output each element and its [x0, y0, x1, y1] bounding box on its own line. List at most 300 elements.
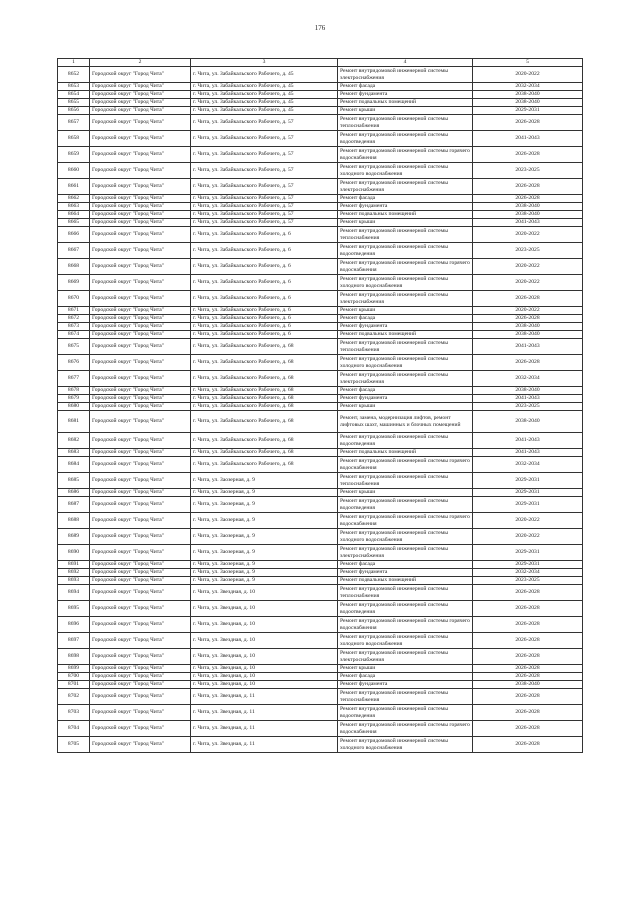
period-cell: 2029-2031 [473, 545, 583, 561]
municipality-cell: Городской округ "Город Чита" [90, 545, 191, 561]
period-cell: 2026-2028 [473, 633, 583, 649]
table-row [58, 569, 583, 577]
address-cell: г. Чита, ул. Забайкальского Рабочего, д. 68 [191, 371, 338, 387]
address-cell: г. Чита, ул. Забайкальского Рабочего, д. 68 [191, 433, 338, 449]
address-cell: г. Чита, ул. Забайкальского Рабочего, д. 6 [191, 331, 338, 339]
municipality-cell: Городской округ "Город Чита" [90, 99, 191, 107]
row-number-cell: 8693 [58, 577, 90, 585]
table-row [58, 227, 583, 243]
period-cell: 2032-2034 [473, 457, 583, 473]
row-number-cell: 8686 [58, 489, 90, 497]
address-cell: г. Чита, ул. Забайкальского Рабочего, д. 68 [191, 339, 338, 355]
row-number-cell: 8672 [58, 315, 90, 323]
work-type-cell: Ремонт крыши [338, 307, 473, 315]
table-row [58, 291, 583, 307]
row-number-cell: 8695 [58, 601, 90, 617]
address-cell: г. Чита, ул. Забайкальского Рабочего, д. 57 [191, 163, 338, 179]
work-type-cell: Ремонт, замена, модернизация лифтов, ремонт лифтовых шахт, машинных и блочных помещений [338, 411, 473, 433]
municipality-cell: Городской округ "Город Чита" [90, 131, 191, 147]
municipality-cell: Городской округ "Город Чита" [90, 147, 191, 163]
row-number-cell: 8674 [58, 331, 90, 339]
work-type-cell: Ремонт внутридомовой инженерной системы холодного водоснабжения [338, 633, 473, 649]
work-type-cell: Ремонт крыши [338, 403, 473, 411]
municipality-cell: Городской округ "Город Чита" [90, 315, 191, 323]
table-row [58, 211, 583, 219]
work-type-cell: Ремонт внутридомовой инженерной системы холодного водоснабжения [338, 737, 473, 753]
municipality-cell: Городской округ "Город Чита" [90, 259, 191, 275]
row-number-cell: 8658 [58, 131, 90, 147]
table-row [58, 131, 583, 147]
work-type-cell: Ремонт внутридомовой инженерной системы водоотведения [338, 433, 473, 449]
row-number-cell: 8680 [58, 403, 90, 411]
row-number-cell: 8670 [58, 291, 90, 307]
row-number-cell: 8703 [58, 705, 90, 721]
period-cell: 2038-2040 [473, 681, 583, 689]
table-row [58, 147, 583, 163]
table-row [58, 339, 583, 355]
municipality-cell: Городской округ "Город Чита" [90, 705, 191, 721]
table-row [58, 387, 583, 395]
period-cell: 2020-2022 [473, 227, 583, 243]
period-cell: 2038-2040 [473, 91, 583, 99]
period-cell: 2026-2028 [473, 673, 583, 681]
address-cell: г. Чита, ул. Звездная, д. 10 [191, 617, 338, 633]
municipality-cell: Городской округ "Город Чита" [90, 275, 191, 291]
column-header: 4 [338, 59, 473, 67]
municipality-cell: Городской округ "Город Чита" [90, 473, 191, 489]
period-cell: 2041-2043 [473, 131, 583, 147]
address-cell: г. Чита, ул. Заозерная, д. 9 [191, 497, 338, 513]
table-row [58, 163, 583, 179]
period-cell: 2029-2031 [473, 107, 583, 115]
work-type-cell: Ремонт внутридомовой инженерной системы теплоснабжения [338, 115, 473, 131]
table-row [58, 737, 583, 753]
row-number-cell: 8696 [58, 617, 90, 633]
work-type-cell: Ремонт фасада [338, 83, 473, 91]
row-number-cell: 8676 [58, 355, 90, 371]
table-row [58, 649, 583, 665]
work-type-cell: Ремонт крыши [338, 219, 473, 227]
table-row [58, 705, 583, 721]
municipality-cell: Городской округ "Город Чита" [90, 721, 191, 737]
address-cell: г. Чита, ул. Забайкальского Рабочего, д. 57 [191, 211, 338, 219]
table-row [58, 489, 583, 497]
row-number-cell: 8692 [58, 569, 90, 577]
table-header-row [58, 59, 583, 67]
municipality-cell: Городской округ "Город Чита" [90, 179, 191, 195]
address-cell: г. Чита, ул. Звездная, д. 10 [191, 649, 338, 665]
work-type-cell: Ремонт внутридомовой инженерной системы теплоснабжения [338, 585, 473, 601]
row-number-cell: 8694 [58, 585, 90, 601]
address-cell: г. Чита, ул. Забайкальского Рабочего, д. 6 [191, 259, 338, 275]
row-number-cell: 8677 [58, 371, 90, 387]
work-type-cell: Ремонт внутридомовой инженерной системы холодного водоснабжения [338, 163, 473, 179]
period-cell: 2032-2034 [473, 569, 583, 577]
row-number-cell: 8668 [58, 259, 90, 275]
period-cell: 2041-2043 [473, 339, 583, 355]
municipality-cell: Городской округ "Город Чита" [90, 371, 191, 387]
work-type-cell: Ремонт внутридомовой инженерной системы электроснабжения [338, 291, 473, 307]
column-header: 3 [191, 59, 338, 67]
address-cell: г. Чита, ул. Забайкальского Рабочего, д. 6 [191, 243, 338, 259]
municipality-cell: Городской округ "Город Чита" [90, 561, 191, 569]
period-cell: 2041-2043 [473, 395, 583, 403]
municipality-cell: Городской округ "Город Чита" [90, 489, 191, 497]
table-row [58, 449, 583, 457]
municipality-cell: Городской округ "Город Чита" [90, 195, 191, 203]
table-row [58, 561, 583, 569]
period-cell: 2041-2043 [473, 219, 583, 227]
municipality-cell: Городской округ "Город Чита" [90, 433, 191, 449]
address-cell: г. Чита, ул. Забайкальского Рабочего, д. 57 [191, 219, 338, 227]
period-cell: 2026-2028 [473, 601, 583, 617]
period-cell: 2029-2031 [473, 497, 583, 513]
row-number-cell: 8678 [58, 387, 90, 395]
address-cell: г. Чита, ул. Заозерная, д. 9 [191, 473, 338, 489]
address-cell: г. Чита, ул. Забайкальского Рабочего, д. 57 [191, 195, 338, 203]
municipality-cell: Городской округ "Город Чита" [90, 649, 191, 665]
row-number-cell: 8700 [58, 673, 90, 681]
address-cell: г. Чита, ул. Звездная, д. 10 [191, 673, 338, 681]
municipality-cell: Городской округ "Город Чита" [90, 387, 191, 395]
period-cell: 2029-2031 [473, 561, 583, 569]
address-cell: г. Чита, ул. Забайкальского Рабочего, д. 6 [191, 315, 338, 323]
period-cell: 2041-2043 [473, 449, 583, 457]
work-type-cell: Ремонт внутридомовой инженерной системы холодного водоснабжения [338, 529, 473, 545]
municipality-cell: Городской округ "Город Чита" [90, 203, 191, 211]
work-type-cell: Ремонт внутридомовой инженерной системы водоотведения [338, 601, 473, 617]
period-cell: 2032-2034 [473, 83, 583, 91]
period-cell: 2038-2040 [473, 331, 583, 339]
address-cell: г. Чита, ул. Забайкальского Рабочего, д. 68 [191, 411, 338, 433]
row-number-cell: 8682 [58, 433, 90, 449]
address-cell: г. Чита, ул. Заозерная, д. 9 [191, 489, 338, 497]
municipality-cell: Городской округ "Город Чита" [90, 457, 191, 473]
work-type-cell: Ремонт внутридомовой инженерной системы теплоснабжения [338, 689, 473, 705]
period-cell: 2026-2028 [473, 617, 583, 633]
period-cell: 2038-2040 [473, 203, 583, 211]
work-type-cell: Ремонт подвальных помещений [338, 99, 473, 107]
repair-schedule-table [57, 58, 583, 753]
period-cell: 2026-2028 [473, 355, 583, 371]
work-type-cell: Ремонт фасада [338, 673, 473, 681]
period-cell: 2026-2028 [473, 721, 583, 737]
period-cell: 2026-2028 [473, 147, 583, 163]
period-cell: 2023-2025 [473, 163, 583, 179]
work-type-cell: Ремонт внутридомовой инженерной системы горячего водоснабжения [338, 617, 473, 633]
period-cell: 2026-2028 [473, 689, 583, 705]
municipality-cell: Городской округ "Город Чита" [90, 569, 191, 577]
period-cell: 2038-2040 [473, 99, 583, 107]
row-number-cell: 8675 [58, 339, 90, 355]
row-number-cell: 8673 [58, 323, 90, 331]
period-cell: 2023-2025 [473, 243, 583, 259]
municipality-cell: Городской округ "Город Чита" [90, 323, 191, 331]
row-number-cell: 8654 [58, 91, 90, 99]
period-cell: 2026-2028 [473, 115, 583, 131]
municipality-cell: Городской округ "Город Чита" [90, 91, 191, 99]
row-number-cell: 8663 [58, 203, 90, 211]
table-row [58, 323, 583, 331]
row-number-cell: 8679 [58, 395, 90, 403]
municipality-cell: Городской округ "Город Чита" [90, 291, 191, 307]
work-type-cell: Ремонт фундамента [338, 395, 473, 403]
row-number-cell: 8698 [58, 649, 90, 665]
table-row [58, 673, 583, 681]
work-type-cell: Ремонт подвальных помещений [338, 211, 473, 219]
work-type-cell: Ремонт подвальных помещений [338, 577, 473, 585]
municipality-cell: Городской округ "Город Чита" [90, 403, 191, 411]
period-cell: 2023-2025 [473, 403, 583, 411]
work-type-cell: Ремонт внутридомовой инженерной системы горячего водоснабжения [338, 147, 473, 163]
address-cell: г. Чита, ул. Звездная, д. 11 [191, 705, 338, 721]
address-cell: г. Чита, ул. Забайкальского Рабочего, д. 68 [191, 355, 338, 371]
municipality-cell: Городской округ "Город Чита" [90, 585, 191, 601]
table-row [58, 259, 583, 275]
address-cell: г. Чита, ул. Забайкальского Рабочего, д. 6 [191, 227, 338, 243]
work-type-cell: Ремонт подвальных помещений [338, 331, 473, 339]
municipality-cell: Городской округ "Город Чита" [90, 449, 191, 457]
table-row [58, 307, 583, 315]
municipality-cell: Городской округ "Город Чита" [90, 737, 191, 753]
period-cell: 2026-2028 [473, 291, 583, 307]
row-number-cell: 8688 [58, 513, 90, 529]
municipality-cell: Городской округ "Город Чита" [90, 243, 191, 259]
work-type-cell: Ремонт фундамента [338, 323, 473, 331]
period-cell: 2026-2028 [473, 705, 583, 721]
municipality-cell: Городской округ "Город Чита" [90, 355, 191, 371]
address-cell: г. Чита, ул. Забайкальского Рабочего, д. 6 [191, 307, 338, 315]
table-row [58, 403, 583, 411]
table-row [58, 601, 583, 617]
address-cell: г. Чита, ул. Заозерная, д. 9 [191, 513, 338, 529]
period-cell: 2038-2040 [473, 411, 583, 433]
address-cell: г. Чита, ул. Забайкальского Рабочего, д. 57 [191, 179, 338, 195]
row-number-cell: 8702 [58, 689, 90, 705]
work-type-cell: Ремонт фасада [338, 195, 473, 203]
municipality-cell: Городской округ "Город Чита" [90, 617, 191, 633]
period-cell: 2029-2031 [473, 473, 583, 489]
work-type-cell: Ремонт внутридомовой инженерной системы электроснабжения [338, 179, 473, 195]
work-type-cell: Ремонт внутридомовой инженерной системы электроснабжения [338, 649, 473, 665]
municipality-cell: Городской округ "Город Чита" [90, 163, 191, 179]
address-cell: г. Чита, ул. Звездная, д. 11 [191, 737, 338, 753]
row-number-cell: 8681 [58, 411, 90, 433]
table-row [58, 497, 583, 513]
work-type-cell: Ремонт внутридомовой инженерной системы водоотведения [338, 243, 473, 259]
row-number-cell: 8683 [58, 449, 90, 457]
address-cell: г. Чита, ул. Звездная, д. 10 [191, 681, 338, 689]
table-row [58, 115, 583, 131]
work-type-cell: Ремонт крыши [338, 107, 473, 115]
table-row [58, 457, 583, 473]
table-row [58, 91, 583, 99]
row-number-cell: 8705 [58, 737, 90, 753]
period-cell: 2020-2022 [473, 275, 583, 291]
row-number-cell: 8655 [58, 99, 90, 107]
period-cell: 2029-2031 [473, 489, 583, 497]
municipality-cell: Городской округ "Город Чита" [90, 115, 191, 131]
period-cell: 2026-2028 [473, 195, 583, 203]
address-cell: г. Чита, ул. Звездная, д. 10 [191, 585, 338, 601]
address-cell: г. Чита, ул. Заозерная, д. 9 [191, 529, 338, 545]
address-cell: г. Чита, ул. Забайкальского Рабочего, д. 45 [191, 91, 338, 99]
municipality-cell: Городской округ "Город Чита" [90, 67, 191, 83]
period-cell: 2026-2028 [473, 649, 583, 665]
work-type-cell: Ремонт крыши [338, 665, 473, 673]
municipality-cell: Городской округ "Город Чита" [90, 395, 191, 403]
address-cell: г. Чита, ул. Звездная, д. 11 [191, 689, 338, 705]
work-type-cell: Ремонт внутридомовой инженерной системы горячего водоснабжения [338, 457, 473, 473]
address-cell: г. Чита, ул. Звездная, д. 10 [191, 601, 338, 617]
address-cell: г. Чита, ул. Забайкальского Рабочего, д. 57 [191, 147, 338, 163]
table-row [58, 107, 583, 115]
table-row [58, 617, 583, 633]
address-cell: г. Чита, ул. Заозерная, д. 9 [191, 569, 338, 577]
address-cell: г. Чита, ул. Звездная, д. 10 [191, 633, 338, 649]
work-type-cell: Ремонт внутридомовой инженерной системы холодного водоснабжения [338, 355, 473, 371]
table-row [58, 395, 583, 403]
row-number-cell: 8697 [58, 633, 90, 649]
address-cell: г. Чита, ул. Забайкальского Рабочего, д. 6 [191, 323, 338, 331]
row-number-cell: 8689 [58, 529, 90, 545]
period-cell: 2038-2040 [473, 387, 583, 395]
table-row [58, 529, 583, 545]
row-number-cell: 8704 [58, 721, 90, 737]
table-row [58, 195, 583, 203]
table-row [58, 545, 583, 561]
period-cell: 2026-2028 [473, 585, 583, 601]
work-type-cell: Ремонт внутридомовой инженерной системы водоотведения [338, 497, 473, 513]
address-cell: г. Чита, ул. Забайкальского Рабочего, д. 57 [191, 115, 338, 131]
municipality-cell: Городской округ "Город Чита" [90, 219, 191, 227]
table-row [58, 665, 583, 673]
table-body [58, 67, 583, 753]
address-cell: г. Чита, ул. Забайкальского Рабочего, д. 6 [191, 275, 338, 291]
table-row [58, 681, 583, 689]
work-type-cell: Ремонт внутридомовой инженерной системы горячего водоснабжения [338, 513, 473, 529]
work-type-cell: Ремонт внутридомовой инженерной системы теплоснабжения [338, 339, 473, 355]
municipality-cell: Городской округ "Город Чита" [90, 331, 191, 339]
municipality-cell: Городской округ "Город Чита" [90, 107, 191, 115]
row-number-cell: 8662 [58, 195, 90, 203]
municipality-cell: Городской округ "Город Чита" [90, 633, 191, 649]
work-type-cell: Ремонт внутридомовой инженерной системы электроснабжения [338, 545, 473, 561]
municipality-cell: Городской округ "Город Чита" [90, 601, 191, 617]
municipality-cell: Городской округ "Город Чита" [90, 529, 191, 545]
period-cell: 2020-2022 [473, 529, 583, 545]
address-cell: г. Чита, ул. Заозерная, д. 9 [191, 545, 338, 561]
municipality-cell: Городской округ "Город Чита" [90, 211, 191, 219]
work-type-cell: Ремонт внутридомовой инженерной системы теплоснабжения [338, 227, 473, 243]
municipality-cell: Городской округ "Город Чита" [90, 83, 191, 91]
period-cell: 2020-2022 [473, 67, 583, 83]
municipality-cell: Городской округ "Город Чита" [90, 577, 191, 585]
address-cell: г. Чита, ул. Забайкальского Рабочего, д. 45 [191, 99, 338, 107]
column-header: 2 [90, 59, 191, 67]
municipality-cell: Городской округ "Город Чита" [90, 307, 191, 315]
address-cell: г. Чита, ул. Забайкальского Рабочего, д. 68 [191, 457, 338, 473]
work-type-cell: Ремонт фундамента [338, 91, 473, 99]
period-cell: 2026-2028 [473, 737, 583, 753]
table-row [58, 513, 583, 529]
municipality-cell: Городской округ "Город Чита" [90, 227, 191, 243]
address-cell: г. Чита, ул. Забайкальского Рабочего, д. 68 [191, 395, 338, 403]
work-type-cell: Ремонт подвальных помещений [338, 449, 473, 457]
table-row [58, 275, 583, 291]
work-type-cell: Ремонт фундамента [338, 569, 473, 577]
period-cell: 2026-2028 [473, 179, 583, 195]
row-number-cell: 8690 [58, 545, 90, 561]
municipality-cell: Городской округ "Город Чита" [90, 497, 191, 513]
address-cell: г. Чита, ул. Звездная, д. 11 [191, 721, 338, 737]
table-row [58, 689, 583, 705]
row-number-cell: 8660 [58, 163, 90, 179]
table-row [58, 179, 583, 195]
row-number-cell: 8671 [58, 307, 90, 315]
address-cell: г. Чита, ул. Забайкальского Рабочего, д. 45 [191, 67, 338, 83]
table-row [58, 721, 583, 737]
page-number: 176 [314, 24, 326, 32]
row-number-cell: 8685 [58, 473, 90, 489]
period-cell: 2023-2025 [473, 577, 583, 585]
period-cell: 2020-2022 [473, 307, 583, 315]
column-header: 5 [473, 59, 583, 67]
table-row [58, 331, 583, 339]
table-row [58, 411, 583, 433]
row-number-cell: 8701 [58, 681, 90, 689]
row-number-cell: 8656 [58, 107, 90, 115]
row-number-cell: 8661 [58, 179, 90, 195]
work-type-cell: Ремонт внутридомовой инженерной системы горячего водоснабжения [338, 259, 473, 275]
table-row [58, 371, 583, 387]
period-cell: 2020-2022 [473, 259, 583, 275]
row-number-cell: 8665 [58, 219, 90, 227]
work-type-cell: Ремонт внутридомовой инженерной системы теплоснабжения [338, 473, 473, 489]
table-row [58, 203, 583, 211]
work-type-cell: Ремонт фундамента [338, 203, 473, 211]
column-header: 1 [58, 59, 90, 67]
table-row [58, 99, 583, 107]
work-type-cell: Ремонт внутридомовой инженерной системы горячего водоснабжения [338, 721, 473, 737]
row-number-cell: 8659 [58, 147, 90, 163]
work-type-cell: Ремонт фасада [338, 315, 473, 323]
address-cell: г. Чита, ул. Забайкальского Рабочего, д. 68 [191, 449, 338, 457]
address-cell: г. Чита, ул. Заозерная, д. 9 [191, 577, 338, 585]
address-cell: г. Чита, ул. Забайкальского Рабочего, д. 68 [191, 387, 338, 395]
period-cell: 2020-2022 [473, 513, 583, 529]
row-number-cell: 8669 [58, 275, 90, 291]
work-type-cell: Ремонт крыши [338, 489, 473, 497]
municipality-cell: Городской округ "Город Чита" [90, 411, 191, 433]
period-cell: 2032-2034 [473, 371, 583, 387]
address-cell: г. Чита, ул. Забайкальского Рабочего, д. 45 [191, 107, 338, 115]
work-type-cell: Ремонт фундамента [338, 681, 473, 689]
address-cell: г. Чита, ул. Забайкальского Рабочего, д. 57 [191, 203, 338, 211]
work-type-cell: Ремонт внутридомовой инженерной системы водоотведения [338, 131, 473, 147]
period-cell: 2026-2028 [473, 315, 583, 323]
table-row [58, 473, 583, 489]
period-cell: 2038-2040 [473, 211, 583, 219]
address-cell: г. Чита, ул. Заозерная, д. 9 [191, 561, 338, 569]
table-row [58, 67, 583, 83]
municipality-cell: Городской округ "Город Чита" [90, 339, 191, 355]
row-number-cell: 8652 [58, 67, 90, 83]
row-number-cell: 8699 [58, 665, 90, 673]
period-cell: 2026-2028 [473, 665, 583, 673]
address-cell: г. Чита, ул. Звездная, д. 10 [191, 665, 338, 673]
table-row [58, 433, 583, 449]
